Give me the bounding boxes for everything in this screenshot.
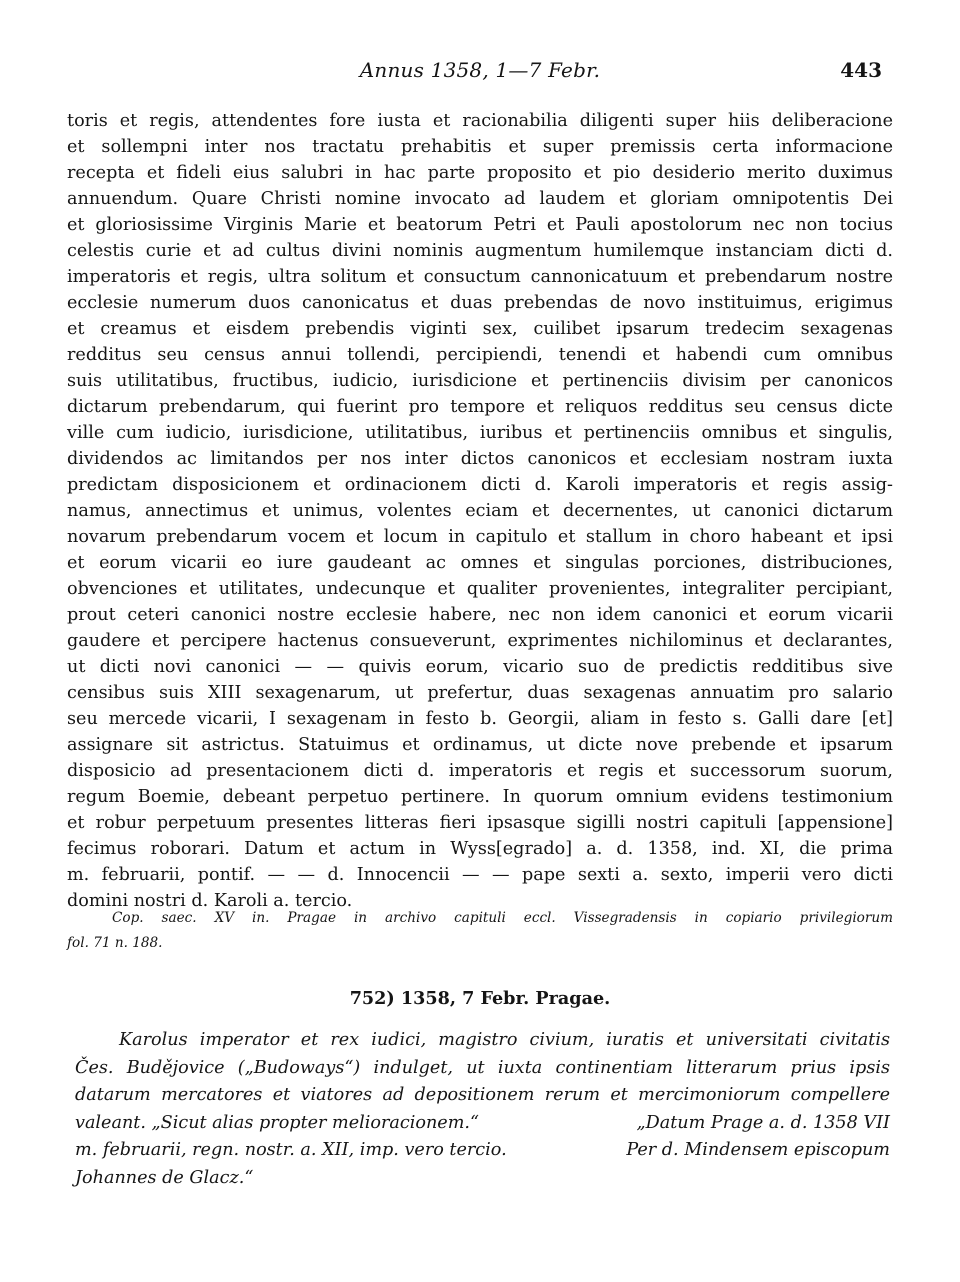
regest-summary <box>75 1027 890 1192</box>
text-line: suis utilitatibus, fructibus, iudicio, iurisdicione et pertinenciis divisim per canonicos <box>67 371 893 391</box>
charter-text <box>67 108 893 914</box>
text-line: m. februarii, pontif. — — d. Innocencii — — pape sexti a. sexto, imperii vero dicti <box>67 865 893 885</box>
regest-line <box>75 1137 890 1165</box>
page-number: 443 <box>840 58 882 82</box>
text-line: imperatoris et regis, ultra solitum et consuctum cannonicatuum et prebendarum nostre <box>67 267 893 287</box>
text-line: ut dicti novi canonici — — quivis eorum, vicario suo de predictis redditibus sive <box>67 657 893 677</box>
text-line: ville cum iudicio, iurisdicione, utilitatibus, iuribus et pertinenciis omnibus et singulis, <box>67 423 893 443</box>
regest-line-right: „Datum Prage a. d. 1358 VII <box>636 1112 890 1133</box>
regest-line: Karolus imperator et rex iudici, magistro civium, iuratis et universitati civitatis <box>119 1030 890 1050</box>
text-line: gaudere et percipere hactenus consueverunt, exprimentes nichilominus et declarantes, <box>67 631 893 651</box>
regest-line <box>75 1110 890 1138</box>
regest-line-left: valeant. „Sicut alias propter melioracionem.“ <box>75 1112 479 1133</box>
text-line: dictarum prebendarum, qui fuerint pro tempore et reliquos redditus seu census dicte <box>67 397 893 417</box>
source-note <box>67 906 893 956</box>
text-line: novarum prebendarum vocem et locum in capitulo et stallum in choro habeant et ipsi <box>67 527 893 547</box>
text-line: prout ceteri canonici nostre ecclesie habere, nec non idem canonici et eorum vicarii <box>67 605 893 625</box>
regest-line: Čes. Budějovice („Budoways“) indulget, ut iuxta continentiam litterarum prius ipsis <box>75 1057 890 1078</box>
text-line: et robur perpetuum presentes litteras fieri ipsasque sigilli nostri capituli [appensione] <box>67 813 893 833</box>
text-line: et gloriosissime Virginis Marie et beatorum Petri et Pauli apostolorum nec non tocius <box>67 215 893 235</box>
text-line: annuendum. Quare Christi nomine invocato ad laudem et gloriam omnipotentis Dei <box>67 189 893 209</box>
running-title: Annus 1358, 1—7 Febr. <box>359 58 601 82</box>
text-line: toris et regis, attendentes fore iusta et racionabilia diligenti super hiis deliberacione <box>67 111 893 131</box>
text-line: disposicio ad presentacionem dicti d. imperatoris et regis et successorum suorum, <box>67 761 893 781</box>
text-line: et sollempni inter nos tractatu prehabitis et super premissis certa informacione <box>67 137 893 157</box>
text-line: recepta et fideli eius salubri in hac parte proposito et pio desiderio merito duximus <box>67 163 893 183</box>
text-line: celestis curie et ad cultus divini nominis augmentum humilemque instanciam dicti d. <box>67 241 893 261</box>
running-header <box>0 58 960 88</box>
text-line: et creamus et eisdem prebendis viginti sex, cuilibet ipsarum tredecim sexagenas <box>67 319 893 339</box>
text-line: redditus seu census annui tollendi, percipiendi, tenendi et habendi cum omnibus <box>67 345 893 365</box>
document-heading: 752) 1358, 7 Febr. Pragae. <box>349 988 611 1009</box>
text-line: namus, annectimus et unimus, volentes eciam et decernentes, ut canonici dictarum <box>67 501 893 521</box>
text-line: censibus suis XIII sexagenarum, ut prefertur, duas sexagenas annuatim pro salario <box>67 683 893 703</box>
text-line: obvenciones et utilitates, undecunque et qualiter provenientes, integraliter percipiant, <box>67 579 893 599</box>
source-note-line: Cop. saec. XV in. Pragae in archivo capituli eccl. Vissegradensis in copiario privilegiorum <box>112 910 893 926</box>
regest-line: datarum mercatores et viatores ad depositionem rerum et mercimoniorum compellere <box>75 1085 890 1105</box>
text-line: dividendos ac limitandos per nos inter dictos canonicos et ecclesiam nostram iuxta <box>67 449 893 469</box>
text-line: et eorum vicarii eo iure gaudeant ac omnes et singulas porciones, distribuciones, <box>67 553 893 573</box>
source-note-line: fol. 71 n. 188. <box>67 935 163 951</box>
text-line: domini nostri d. Karoli a. tercio. <box>67 891 353 911</box>
regest-line-left: m. februarii, regn. nostr. a. XII, imp. vero tercio. <box>75 1140 507 1160</box>
text-line: assignare sit astrictus. Statuimus et ordinamus, ut dicte nove prebende et ipsarum <box>67 735 893 755</box>
regest-line: Johannes de Glacz.“ <box>75 1167 254 1188</box>
text-line: regum Boemie, debeant perpetuo pertinere. In quorum omnium evidens testimonium <box>67 787 893 807</box>
text-line: seu mercede vicarii, I sexagenam in festo b. Georgii, aliam in festo s. Galli dare [et] <box>67 709 893 729</box>
text-line: predictam disposicionem et ordinacionem dicti d. Karoli imperatoris et regis assig- <box>67 475 893 495</box>
text-line: fecimus roborari. Datum et actum in Wyss[egrado] a. d. 1358, ind. XI, die prima <box>67 839 893 859</box>
regest-line-right: Per d. Mindensem episcopum <box>626 1140 890 1160</box>
text-line: ecclesie numerum duos canonicatus et duas prebendas de novo instituimus, erigimus <box>67 293 893 313</box>
